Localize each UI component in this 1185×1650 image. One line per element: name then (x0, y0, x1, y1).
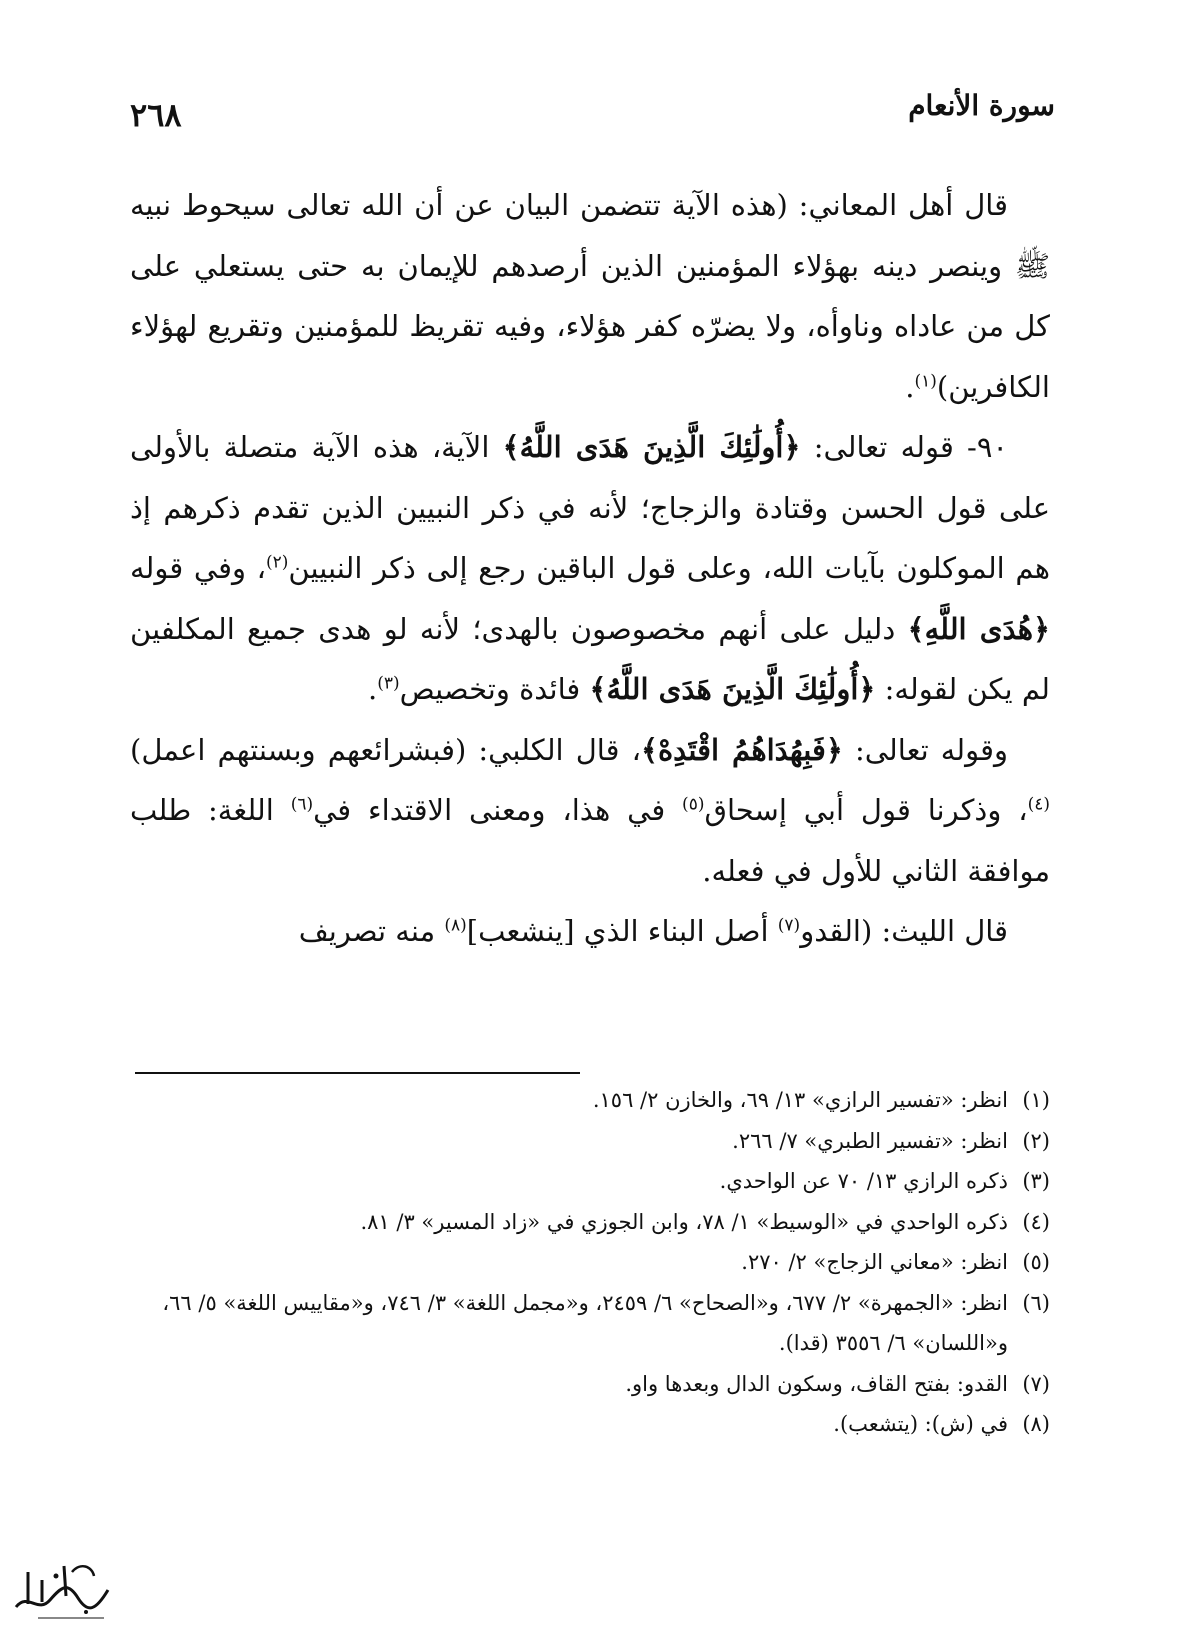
footnote-number: (٧) (1022, 1371, 1050, 1396)
footnote-ref-1: (١) (914, 370, 937, 391)
paragraph-2 (130, 417, 1050, 720)
footnote-item (130, 1242, 1050, 1283)
calligraphy-logo-icon (8, 1552, 118, 1624)
quran-quote: ﴿هُدَى اللَّهِ﴾ (907, 611, 1050, 646)
footnote-item (130, 1080, 1050, 1121)
footnote-ref-8: (٨) (444, 915, 467, 936)
footnote-text: ذكره الواحدي في «الوسيط» ١/ ٧٨، وابن الجوزي في «زاد المسير» ٣/ ٨١. (360, 1209, 1008, 1234)
paragraph-4-s3: منه تصريف (298, 914, 445, 948)
footnotes (130, 1080, 1050, 1445)
paragraph-2-s2: الآية، هذه الآية متصلة بالأولى على قول الحسن وقتادة والزجاج؛ لأنه في ذكر النبيين الذين تقدم ذكرهم إذ هم الموكلون بآيات الله، وعلى قول الباقين رجع إلى ذكر النبيين (130, 430, 1050, 585)
paragraph-2-end: . (368, 672, 378, 706)
paragraph-4 (130, 901, 1050, 962)
paragraph-4-s2: أصل البناء الذي [ينشعب] (466, 914, 778, 948)
paragraph-2-s5: فائدة وتخصيص (399, 672, 590, 706)
footnote-number: (٦) (1022, 1290, 1050, 1315)
paragraph-1 (130, 175, 1050, 417)
footnote-number: (٣) (1022, 1169, 1050, 1193)
footnote-ref-6: (٦) (290, 794, 314, 815)
footnote-text: ذكره الرازي ١٣/ ٧٠ عن الواحدي. (719, 1169, 1008, 1193)
footnote-item (130, 1364, 1050, 1405)
paragraph-3-s1: وقوله تعالى: (842, 732, 1008, 767)
footnote-text: القدو: بفتح القاف، وسكون الدال وبعدها واو. (625, 1371, 1008, 1396)
footnote-ref-2: (٢) (266, 552, 289, 573)
footnote-text: انظر: «معاني الزجاج» ٢/ ٢٧٠. (741, 1250, 1008, 1274)
paragraph-3 (130, 720, 1050, 902)
footnote-number: (١) (1022, 1088, 1050, 1112)
quran-quote: ﴿أُولَٰئِكَ الَّذِينَ هَدَى اللَّهُ﴾ (589, 672, 876, 706)
footnote-number: (٥) (1022, 1250, 1050, 1274)
footnote-number: (٢) (1022, 1128, 1050, 1153)
footnote-item (130, 1283, 1050, 1364)
page-header (130, 80, 1055, 134)
footnote-item (130, 1121, 1050, 1162)
paragraph-2-s4: دليل على أنهم مخصوصون بالهدى؛ لأنه لو هدى جميع المكلفين لم يكن لقوله: (130, 611, 1050, 706)
footnote-number: (٤) (1022, 1209, 1050, 1234)
paragraph-3-s4: في هذا، ومعنى الاقتداء في (313, 793, 683, 827)
paragraph-3-s2: ، قال الكلبي: (فبشرائعهم وبسنتهم اعمل) (130, 732, 641, 767)
footnote-item (130, 1404, 1050, 1445)
paragraph-1-end: . (905, 369, 915, 404)
footnote-number: (٨) (1022, 1412, 1050, 1436)
publisher-logo (8, 1552, 118, 1624)
footnote-ref-3: (٣) (377, 673, 400, 694)
footnote-text: انظر: «تفسير الرازي» ١٣/ ٦٩، والخازن ٢/ ١٥٦. (592, 1088, 1008, 1112)
footnote-ref-4: (٤) (1027, 794, 1050, 815)
footnote-divider (135, 1072, 580, 1074)
footnote-ref-5: (٥) (682, 794, 705, 815)
quran-quote: ﴿أُولَٰئِكَ الَّذِينَ هَدَى اللَّهُ﴾ (502, 430, 801, 464)
paragraph-1-text: قال أهل المعاني: (هذه الآية تتضمن البيان عن أن الله تعالى سيحوط نبيه ﷺ وينصر دينه بهؤلاء المؤمنين الذين أرصدهم للإيمان به حتى يستعلي على كل من عاداه وناوأه، ولا يضرّه كفر هؤلاء، وفيه تقريظ للمؤمنين وتقريع لهؤلاء الكافرين) (130, 188, 1050, 404)
footnote-text: في (ش): (يتشعب). (833, 1412, 1008, 1436)
paragraph-2-s3: ، وفي قوله (130, 551, 266, 585)
footnote-item (130, 1202, 1050, 1243)
paragraph-3-s3: ، وذكرنا قول أبي إسحاق (704, 793, 1028, 827)
footnote-item (130, 1161, 1050, 1202)
footnote-ref-7: (٧) (777, 915, 801, 936)
footnote-text: انظر: «تفسير الطبري» ٧/ ٢٦٦. (732, 1128, 1008, 1153)
paragraph-3-s5: اللغة: طلب موافقة الثاني للأول في فعله. (130, 793, 1050, 888)
main-text (130, 175, 1050, 962)
paragraph-2-s1: ٩٠- قوله تعالى: (800, 430, 1008, 464)
page-number: ٢٦٨ (130, 96, 182, 134)
footnote-text: انظر: «الجمهرة» ٢/ ٦٧٧، و«الصحاح» ٦/ ٢٤٥٩، و«مجمل اللغة» ٣/ ٧٤٦، و«مقاييس اللغة» ٥/ ٦٦، و«اللسان» ٦/ ٣٥٥٦ (قدا). (162, 1290, 1008, 1355)
surah-title: سورة الأنعام (908, 88, 1055, 122)
paragraph-4-s1: قال الليث: (القدو (800, 914, 1008, 948)
quran-quote: ﴿فَبِهُدَاهُمُ اقْتَدِهْ﴾ (640, 732, 843, 767)
